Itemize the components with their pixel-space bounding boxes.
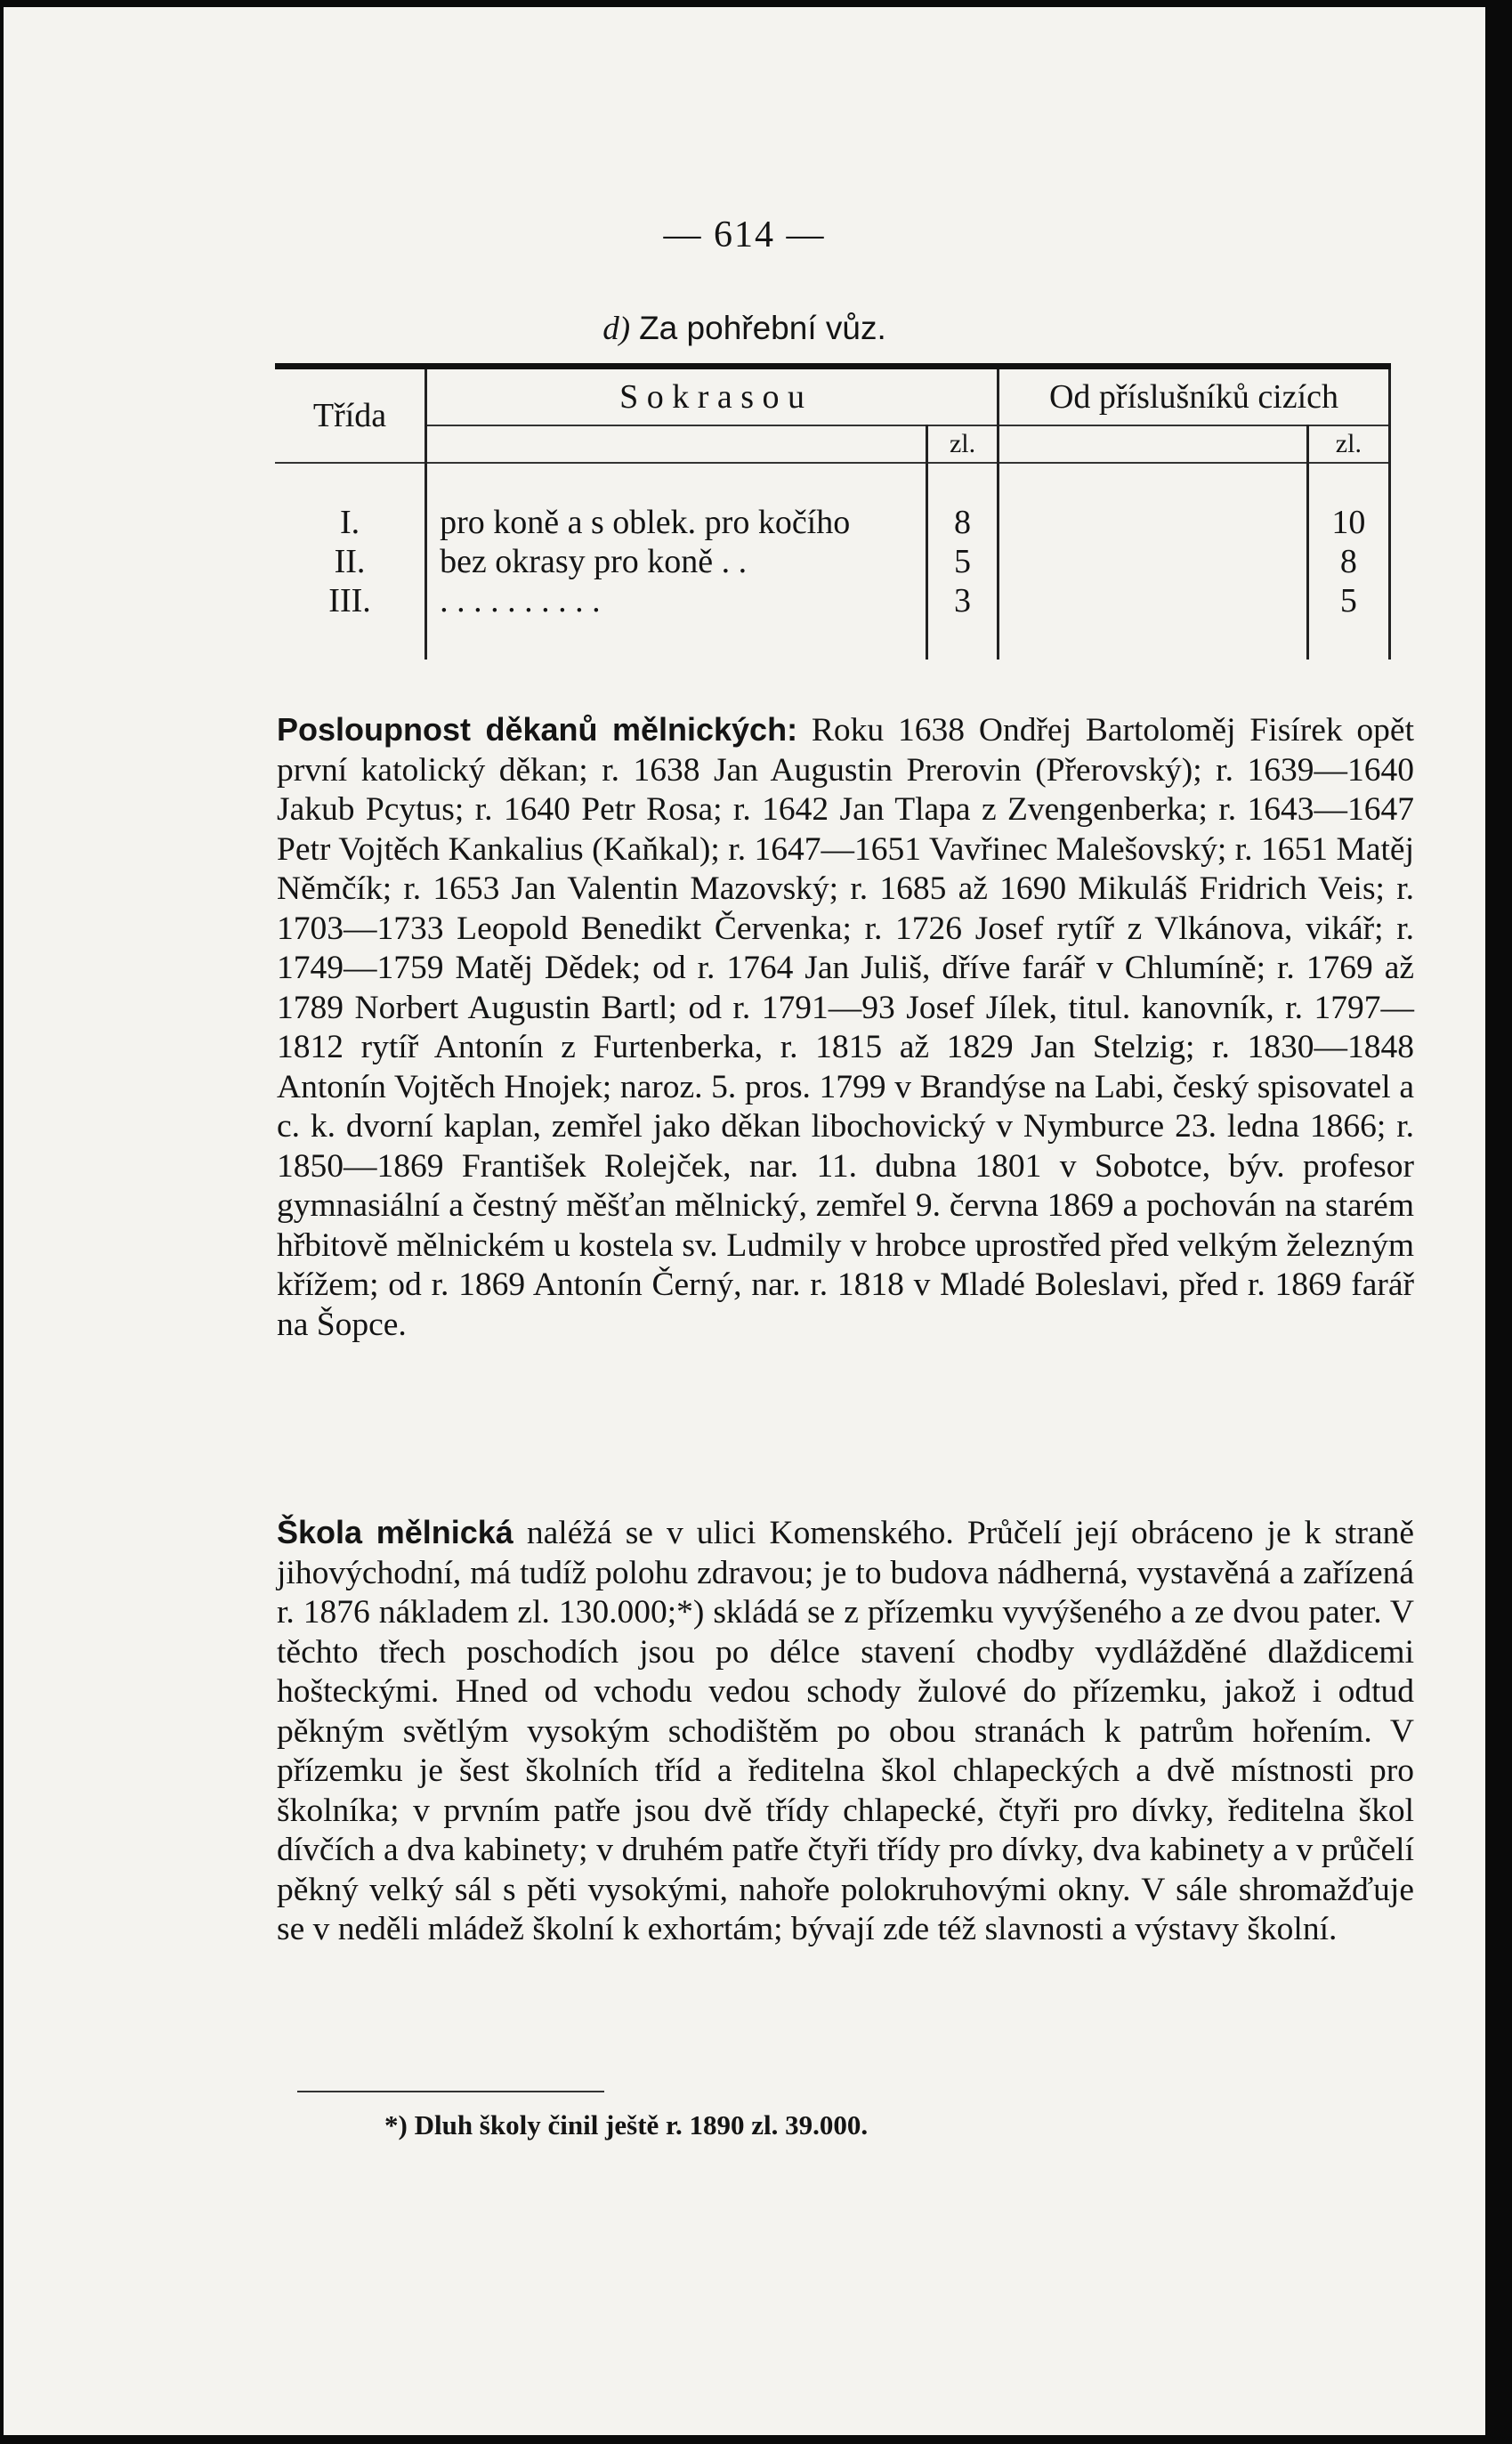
deans-paragraph: [277, 710, 1414, 1345]
page-number: — 614 —: [663, 214, 826, 255]
school-paragraph: [277, 1513, 1414, 1950]
school-heading: Škola mělnická: [277, 1514, 513, 1550]
unit-label: zl.: [927, 425, 999, 463]
row-description: bez okrasy pro koně . .: [426, 542, 927, 581]
row-class: I.: [275, 503, 426, 542]
table-row: [275, 503, 1390, 542]
section-heading: [4, 310, 1485, 348]
header-foreign: Od příslušníků cizích: [999, 367, 1390, 426]
school-text: naléžá se v ulici Komenského. Průčelí její obráceno je k straně jihovýchodní, má tudíž polohu zdravou; je to budova nádherná, vystavěná a zařízená r. 1876 nákladem zl. 130.000;*) skládá se z přízemku vyvýšeného a ze dvou pater. V těchto třech poschodích jsou po délce stavení chodby vydlážděné dlaždicemi hošteckými. Hned od vchodu vedou schody žulové do přízemku, jakož i odtud pěkným světlým vysokým schodištěm po obou stranách k patrům hořením. V přízemku je šest školních tříd a ředitelna škol chlapeckých a dvě místnosti pro školníka; v prvním patře jsou dvě třídy chlapecké, čtyři pro dívky, ředitelna škol dívčích a dva kabinety; v druhém patře čtyři třídy pro dívky, dva kabinety a v průčelí pěkný velký sál s pěti vysokými, nahoře polokruhovými okny. V sále shromažďuje se v neděli mládež školní k exhortám; bývají zde též slavnosti a výstavy školní.: [277, 1515, 1414, 1947]
table-header-row: [275, 367, 1390, 426]
row-class: II.: [275, 542, 426, 581]
section-title: Za pohřební vůz.: [639, 310, 886, 346]
book-page: [4, 7, 1485, 2435]
row-price-foreign: 10: [1307, 503, 1389, 542]
row-price-foreign: 8: [1307, 542, 1389, 581]
row-price: 5: [927, 542, 999, 581]
row-description: pro koně a s oblek. pro kočího: [426, 503, 927, 542]
table-row: [275, 581, 1390, 620]
row-price-foreign: 5: [1307, 581, 1389, 620]
row-description: . . . . . . . . . .: [426, 581, 927, 620]
row-class: III.: [275, 581, 426, 620]
fee-table: [275, 363, 1391, 660]
deans-text: Roku 1638 Ondřej Bartoloměj Fisírek opět první katolický děkan; r. 1638 Jan Augustin Prerovin (Přerovský); r. 1639—1640 Jakub Pcytus; r. 1640 Petr Rosa; r. 1642 Jan Tlapa z Zvengenberka; r. 1643—1647 Petr Vojtěch Kankalius (Kaňkal); r. 1647—1651 Vavřinec Malešovský; r. 1651 Matěj Němčík; r. 1653 Jan Valentin Mazovský; r. 1685 až 1690 Mikuláš Fridrich Veis; r. 1703—1733 Leopold Benedikt Červenka; r. 1726 Josef rytíř z Vlkánova, vikář; r. 1749—1759 Matěj Dědek; od r. 1764 Jan Juliš, dříve farář v Chlumíně; r. 1769 až 1789 Norbert Augustin Bartl; od r. 1791—93 Josef Jílek, titul. kanovník, r. 1797—1812 rytíř Antonín z Furtenberka, r. 1815 až 1829 Jan Stelzig; r. 1830—1848 Antonín Vojtěch Hnojek; naroz. 5. pros. 1799 v Brandýse na Labi, český spisovatel a c. k. dvorní kaplan, zemřel jako děkan libochovický v Nymburce 23. ledna 1866; r. 1850—1869 František Rolejček, nar. 11. dubna 1801 v Sobotce, býv. profesor gymnasiální a čestný měšťan mělnický, zemřel 9. června 1869 a pochován na starém hřbitově mělnickém u kostela sv. Ludmily v hrobce uprostřed před velkým železným křížem; od r. 1869 Antonín Černý, nar. r. 1818 v Mladé Boleslavi, před r. 1869 farář na Šopce.: [277, 712, 1414, 1343]
header-class: Třída: [275, 367, 426, 464]
table-unit-row: [275, 425, 1390, 463]
unit-label: zl.: [1307, 425, 1389, 463]
footnote-divider: [297, 2091, 604, 2092]
header-with-decoration: S o k r a s o u: [426, 367, 999, 426]
footnote: *) Dluh školy činil ještě r. 1890 zl. 39.000.: [384, 2109, 869, 2141]
deans-heading: Posloupnost děkanů mělnických:: [277, 711, 798, 748]
table-row: [275, 542, 1390, 581]
row-price: 8: [927, 503, 999, 542]
row-price: 3: [927, 581, 999, 620]
section-letter: d): [602, 311, 631, 347]
